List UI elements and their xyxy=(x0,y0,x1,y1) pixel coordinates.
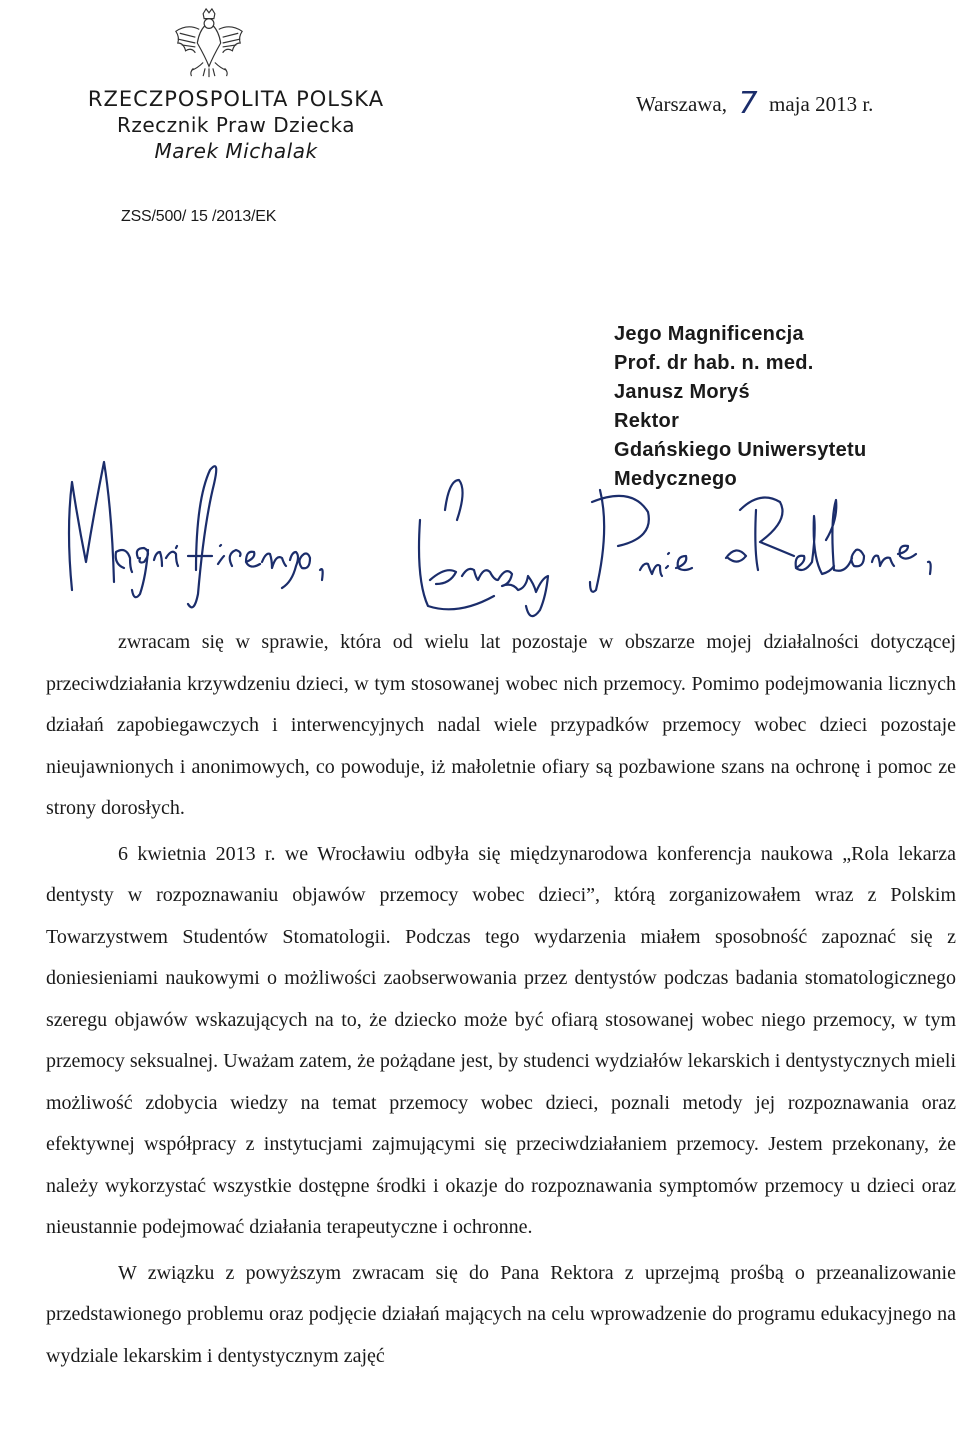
issuer-country: RZECZPOSPOLITA POLSKA xyxy=(87,87,385,111)
recipient-line-1: Jego Magnificencja xyxy=(614,323,804,345)
recipient-line-5: Gdańskiego Uniwersytetu xyxy=(614,439,867,461)
recipient-line-2: Prof. dr hab. n. med. xyxy=(614,352,814,374)
handwritten-salutation xyxy=(0,450,960,625)
issuer-office: Rzecznik Praw Dziecka xyxy=(116,113,355,137)
recipient-line-3: Janusz Moryś xyxy=(614,381,750,403)
polish-eagle-emblem-icon xyxy=(170,4,248,82)
recipient-line-6: Medycznego xyxy=(614,468,738,490)
issuer-name: Marek Michalak xyxy=(154,139,318,163)
date-suffix: maja 2013 r. xyxy=(769,92,874,116)
body-paragraph-2: 6 kwietnia 2013 r. we Wrocławiu odbyła się międzynarodowa konferencja naukowa „Rola lekarza dentysty w rozpoznawaniu objawów przemocy wobec dzieci”, którą zorganizowałem wraz z Polskim Towarzystwem Studentów Stomatologii. Podczas tego wydarzenia miałem sposobność zapoznać się z doniesieniami naukowymi o możliwości zaobserwowania przez dentystów podczas badania stomatologicznego szeregu objawów wskazujących na to, że dziecko może być ofiarą stosowanej wobec niego przemocy, w tym przemocy seksualnej. Uważam zatem, że pożądane jest, by studenci wydziałów lekarskich i dentystycznych mieli możliwość zdobycia wiedzy na temat przemocy wobec dzieci, poznali metody jej rozpoznawania oraz efektywnej współpracy z instytucjami zajmującymi się przeciwdziałaniem przemocy. Jestem przekonany, że należy wykorzystać wszystkie dostępne środki i okazje do rozpoznawania symptomów przemocy u dzieci oraz nieustannie podejmować działania terapeutyczne i ochronne. xyxy=(46,842,956,1238)
letter-date xyxy=(636,84,873,119)
date-day-handwritten: 7 xyxy=(738,86,758,121)
recipient-line-4: Rektor xyxy=(614,410,680,432)
issuer-block xyxy=(46,86,426,164)
date-prefix: Warszawa, xyxy=(636,92,728,116)
reference-number: ZSS/500/ 15 /2013/EK xyxy=(121,208,277,225)
body-paragraph-3: W związku z powyższym zwracam się do Pana Rektora z uprzejmą prośbą o przeanalizowanie przedstawionego problemu oraz podjęcie działań mających na celu wprowadzenie do programu edukacyjnego na wydziale lekarskim i dentystycznym zajęć xyxy=(46,1261,956,1367)
letter-body xyxy=(46,622,956,1377)
body-paragraph-1: zwracam się w sprawie, która od wielu lat pozostaje w obszarze mojej działalności dotyczącej przeciwdziałania krzywdzeniu dzieci, w tym stosowanej wobec nich przemocy. Pomimo podejmowania licznych działań zapobiegawczych i interwencyjnych nadal wiele przypadków przemocy wobec dzieci pozostaje nieujawnionych i anonimowych, co powoduje, iż małoletnie ofiary są pozbawione szans na ochronę i pomoc ze strony dorosłych. xyxy=(46,631,956,819)
